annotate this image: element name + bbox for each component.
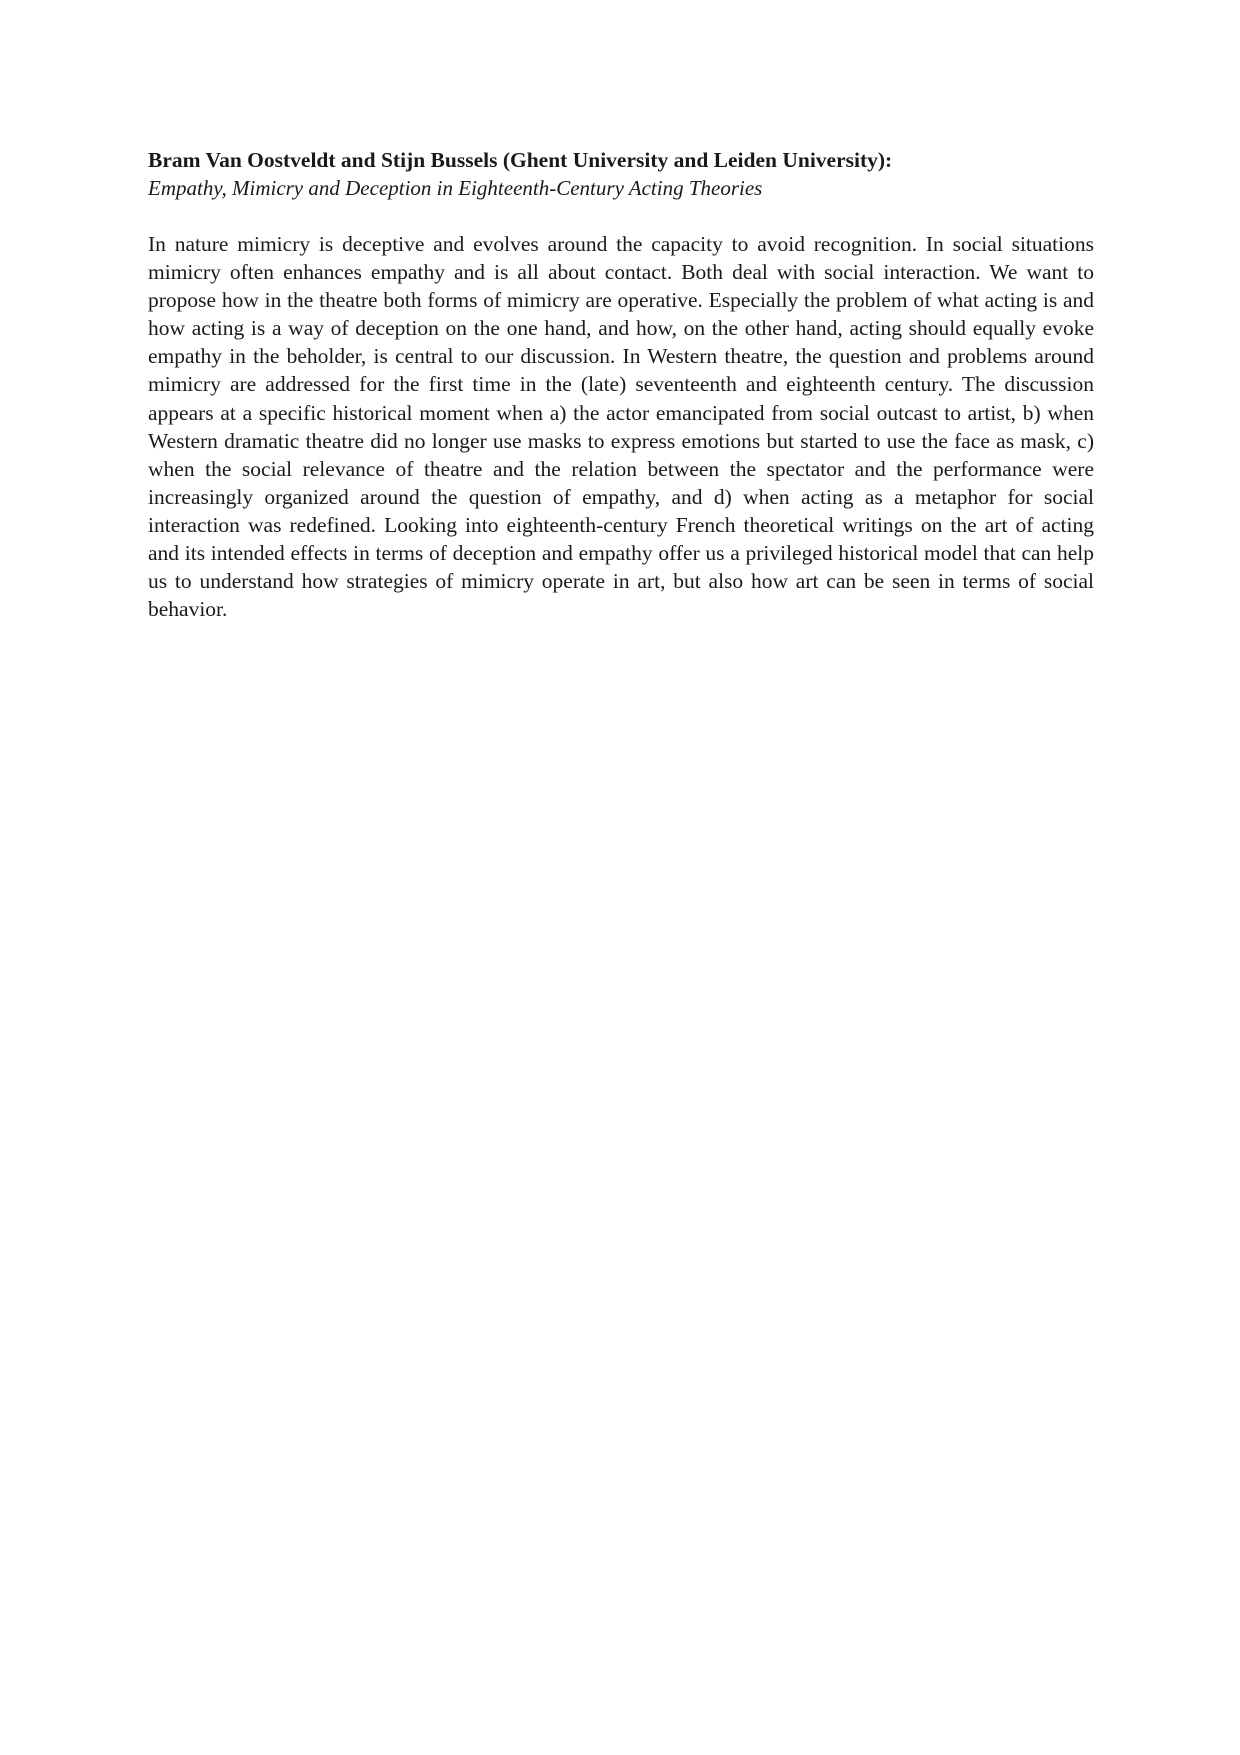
abstract-paragraph: In nature mimicry is deceptive and evolves around the capacity to avoid recognition. In social situations mimicry often enhances empathy and is all about contact. Both deal with social interaction. We want to propose how in the theatre both forms of mimicry are operative. Especially the problem of what acting is and how acting is a way of deception on the one hand, and how, on the other hand, acting should equally evoke empathy in the beholder, is central to our discussion. In Western theatre, the question and problems around mimicry are addressed for the first time in the (late) seventeenth and eighteenth century. The discussion appears at a specific historical moment when a) the actor emancipated from social outcast to artist, b) when Western dramatic theatre did no longer use masks to express emotions but started to use the face as mask, c) when the social relevance of theatre and the relation between the spectator and the performance were increasingly organized around the question of empathy, and d) when acting as a metaphor for social interaction was redefined. Looking into eighteenth-century French theoretical writings on the art of acting and its intended effects in terms of deception and empathy offer us a privileged historical model that can help us to understand how strategies of mimicry operate in art, but also how art can be seen in terms of social behavior. [148,232,1094,622]
abstract-block [148,146,1094,623]
paper-title: Empathy, Mimicry and Deception in Eighteenth-Century Acting Theories [148,176,763,200]
author-affiliation-heading: Bram Van Oostveldt and Stijn Bussels (Ghent University and Leiden University): [148,148,893,172]
